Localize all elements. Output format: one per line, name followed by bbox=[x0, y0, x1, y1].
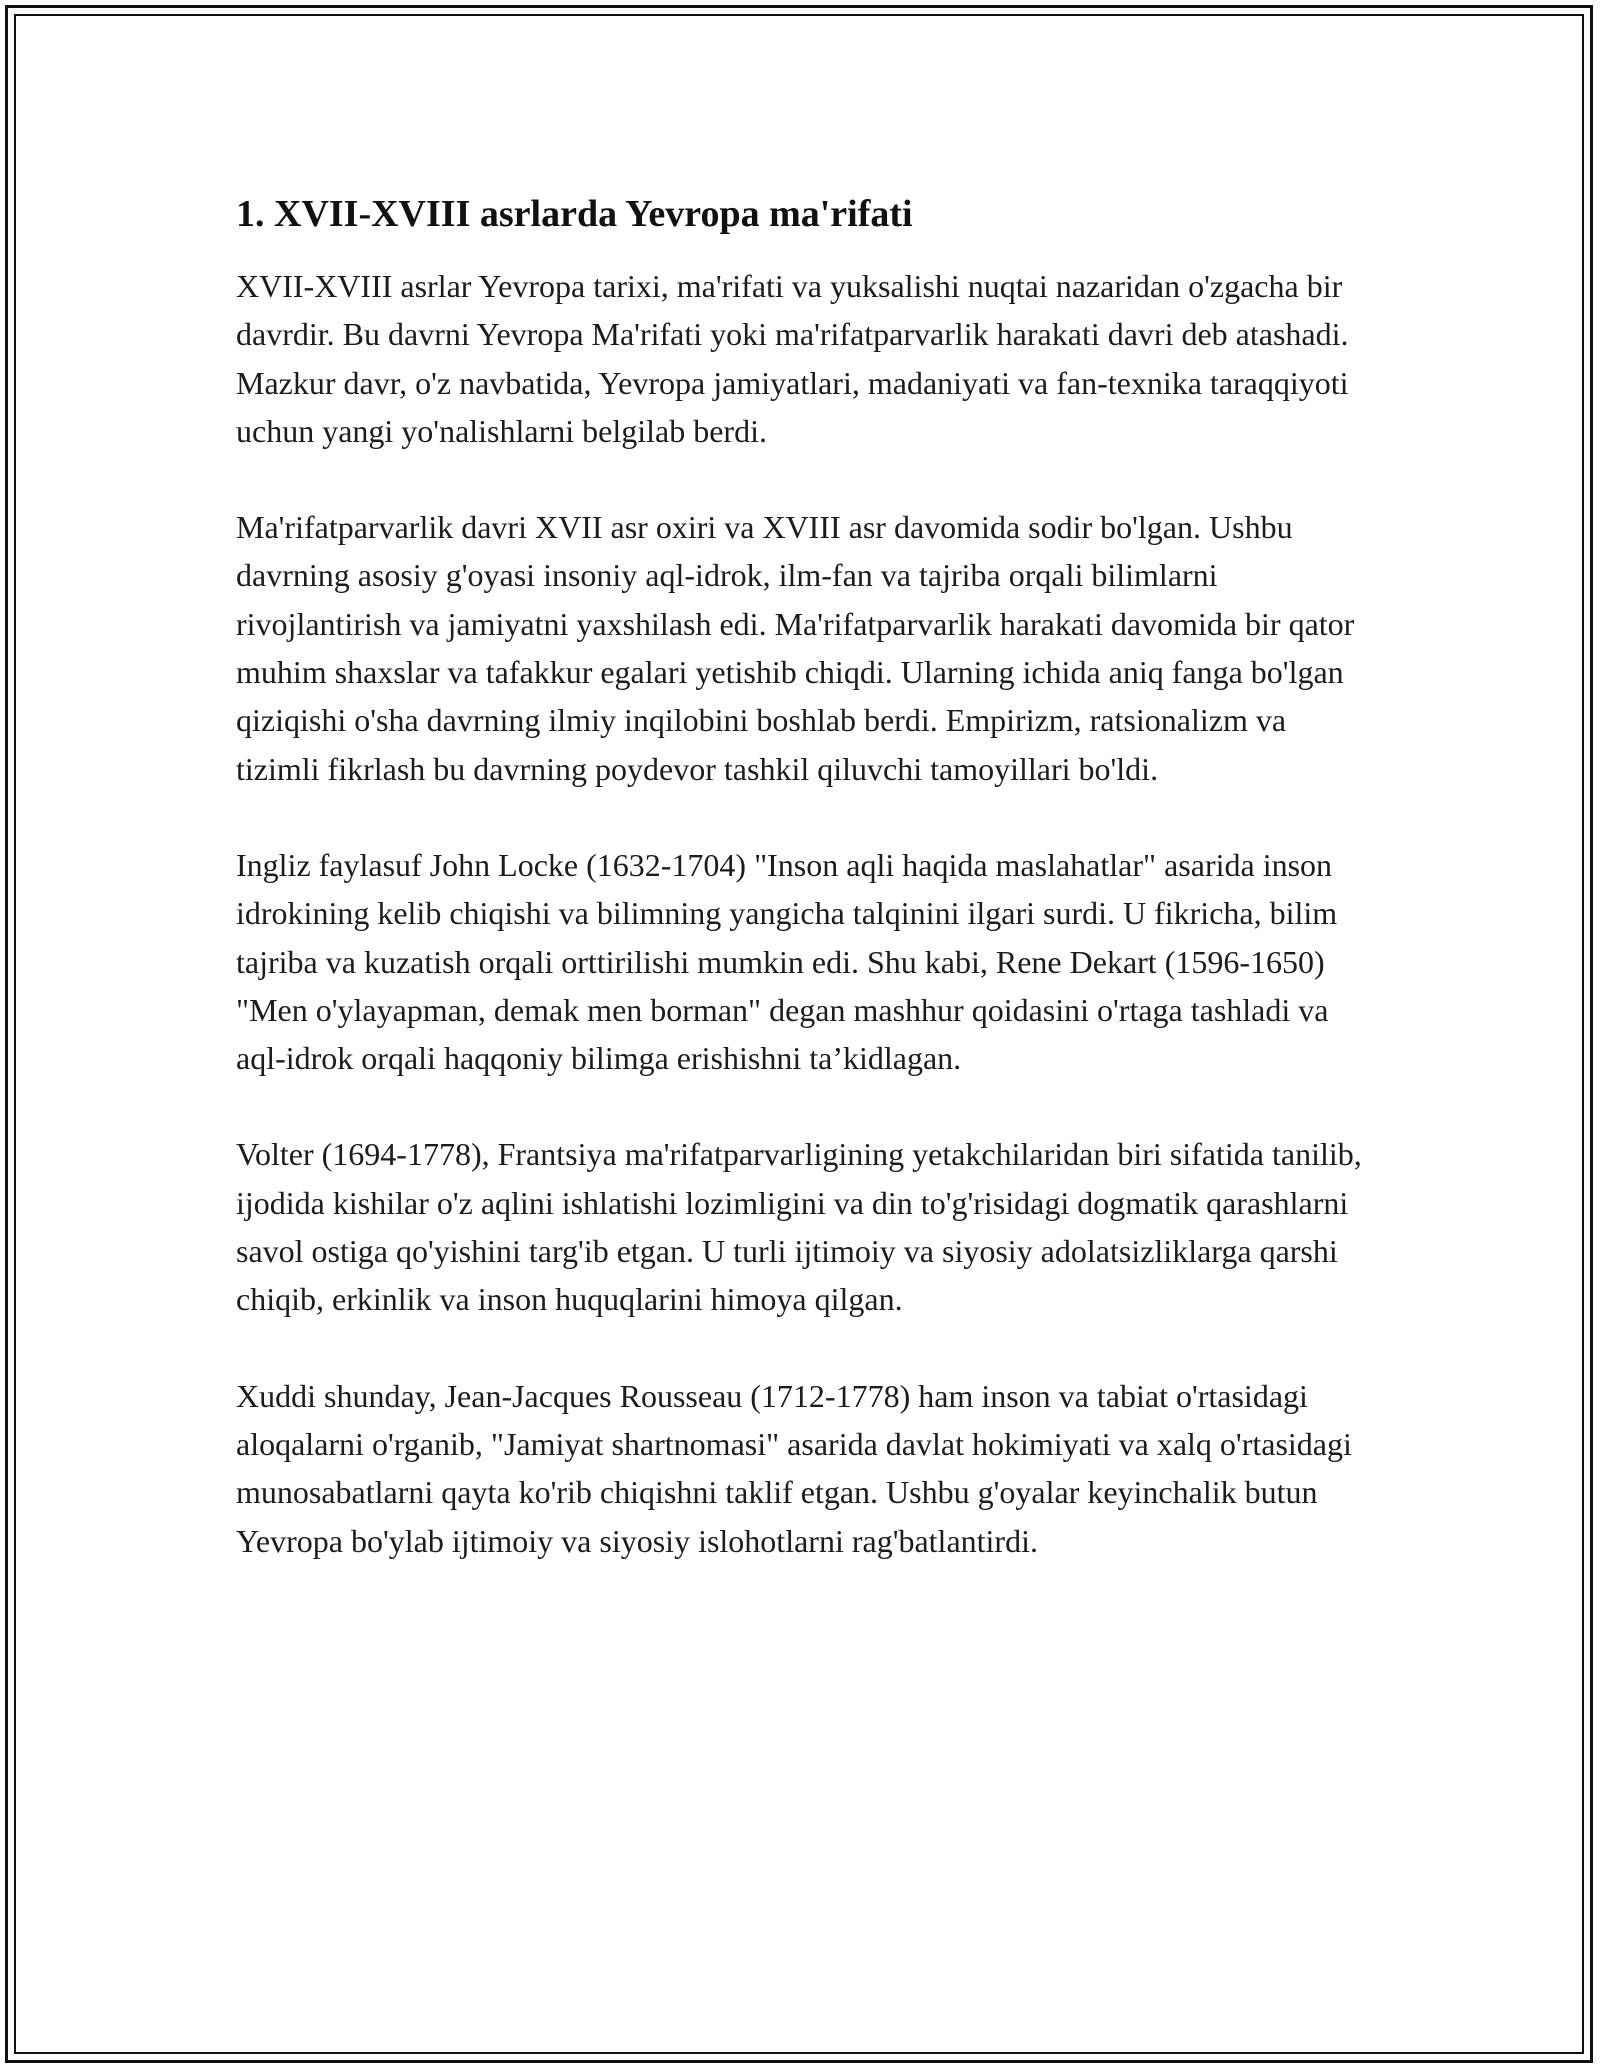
paragraph-rousseau: Xuddi shunday, Jean-Jacques Rousseau (1712-1778) ham inson va tabiat o'rtasidagi aloqalarni o'rganib, "Jamiyat shartnomasi" asarida davlat hokimiyati va xalq o'rtasidagi munosabatlarni qayta ko'rib chiqishni taklif etgan. Ushbu g'oyalar keyinchalik butun Yevropa bo'ylab ijtimoiy va siyosiy islohotlarni rag'batlantirdi. bbox=[236, 1377, 1352, 1559]
paragraph-intro: XVII-XVIII asrlar Yevropa tarixi, ma'rifati va yuksalishi nuqtai nazaridan o'zgacha bir davrdir. Bu davrni Yevropa Ma'rifati yoki ma'rifatparvarlik harakati davri deb atashadi. Mazkur davr, o'z navbatida, Yevropa jamiyatlari, madaniyati va fan-texnika taraqqiyoti uchun yangi yo'nalishlarni belgilab berdi. bbox=[236, 268, 1349, 449]
document-title: 1. XVII-XVIII asrlarda Yevropa ma'rifati bbox=[236, 193, 913, 235]
paragraph-voltaire: Volter (1694-1778), Frantsiya ma'rifatparvarligining yetakchilaridan biri sifatida tanilib, ijodida kishilar o'z aqlini ishlatishi lozimligini va din to'g'risidagi dogmatik qarashlarni savol ostiga qo'yishini targ'ib etgan. U turli ijtimoiy va siyosiy adolatsizliklarga qarshi chiqib, erkinlik va inson huquqlarini himoya qilgan. bbox=[236, 1136, 1362, 1318]
paragraph-enlightenment-period: Ma'rifatparvarlik davri XVII asr oxiri va XVIII asr davomida sodir bo'lgan. Ushbu davrning asosiy g'oyasi insoniy aql-idrok, ilm-fan va tajriba orqali bilimlarni rivojlantirish va jamiyatni yaxshilash edi. Ma'rifatparvarlik harakati davomida bir qator muhim shaxslar va tafakkur egalari yetishib chiqdi. Ularning ichida aniq fanga bo'lgan qiziqishi o'sha davrning ilmiy inqilobini boshlab berdi. Empirizm, ratsionalizm va tizimli fikrlash bu davrning poydevor tashkil qiluvchi tamoyillari bo'ldi. bbox=[236, 509, 1355, 787]
document-body bbox=[236, 186, 1376, 1613]
paragraph-locke-descartes: Ingliz faylasuf John Locke (1632-1704) "Inson aqli haqida maslahatlar" asarida inson idrokining kelib chiqishi va bilimning yangicha talqinini ilgari surdi. U fikricha, bilim tajriba va kuzatish orqali orttirilishi mumkin edi. Shu kabi, Rene Dekart (1596-1650) "Men o'ylayapman, demak men borman" degan mashhur qoidasini o'rtaga tashladi va aql-idrok orqali haqqoniy bilimga erishishni ta’kidlagan. bbox=[236, 846, 1338, 1077]
